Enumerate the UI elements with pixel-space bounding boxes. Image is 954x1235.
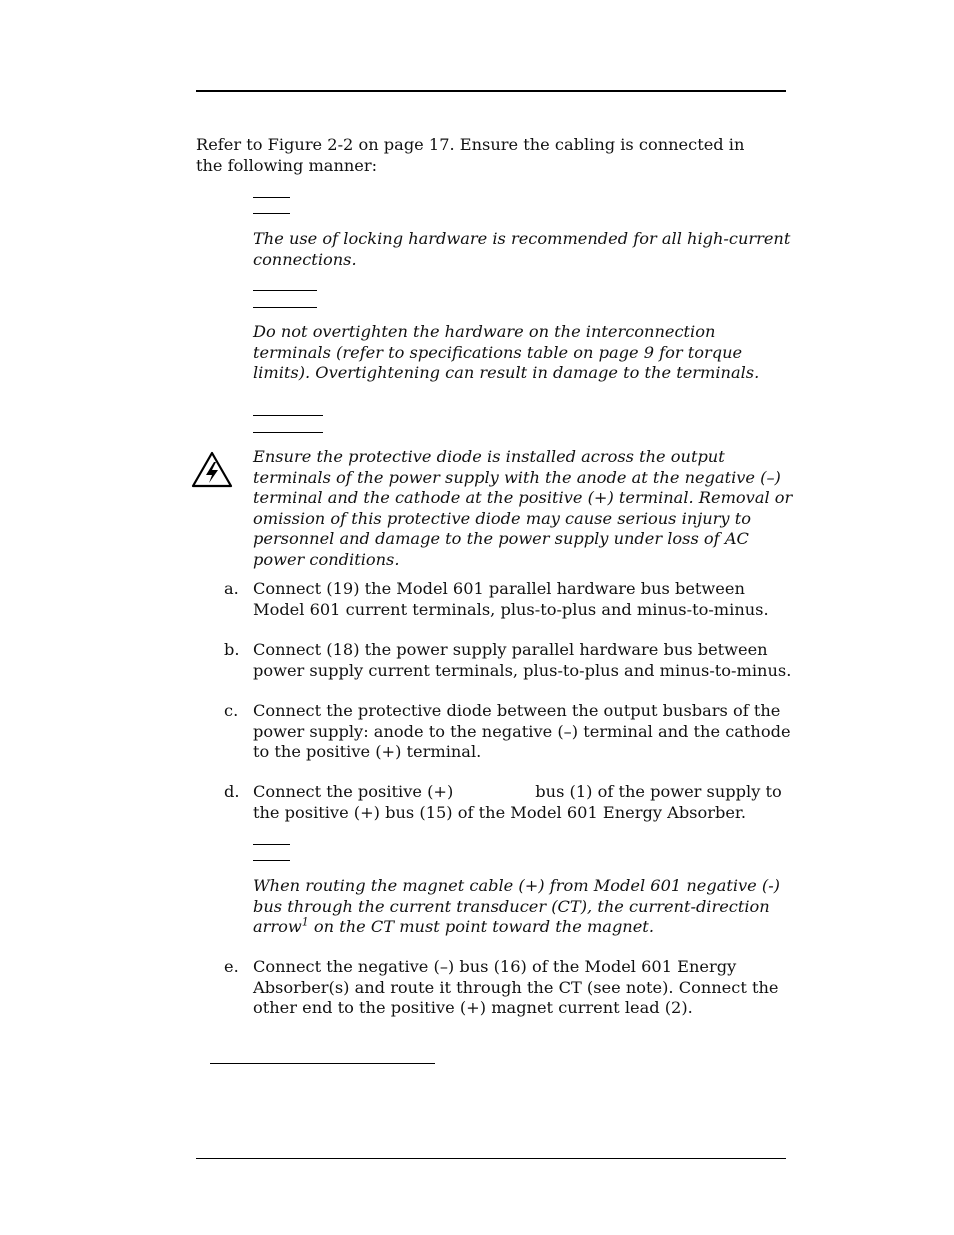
step-text-after: bus (1) of the power supply to the positive (+) bus (15) of the Model 601 Energy Absorber. — [253, 782, 782, 822]
step-text: Connect the negative (–) bus (16) of the Model 601 Energy Absorber(s) and route it through the CT (see note). Connect the other end to the positive (+) magnet current lead (2). — [253, 957, 779, 1017]
warning-label-rule — [253, 415, 323, 416]
intro-paragraph: Refer to Figure 2-2 on page 17. Ensure the cabling is connected in the following manner: — [196, 135, 745, 175]
caution-label-rule — [253, 290, 317, 291]
electric-shock-warning-icon — [191, 451, 233, 488]
footer-rule — [196, 1158, 786, 1159]
note-text-main: When routing the magnet cable (+) from Model 601 negative (-) bus through the current transducer (CT), the current-direction arrow — [253, 876, 781, 936]
step-text: Connect (19) the Model 601 parallel hardware bus between Model 601 current terminals, plus-to-plus and minus-to-minus. — [253, 579, 769, 619]
step-text-before: Connect the positive (+) — [253, 782, 454, 801]
note-label-rule — [253, 844, 290, 845]
caution-text: Do not overtighten the hardware on the interconnection terminals (refer to specifications table on page 9 for torque limits). Overtightening can result in damage to the terminals. — [253, 322, 760, 382]
step-text: Connect (18) the power supply parallel hardware bus between power supply current terminals, plus-to-plus and minus-to-minus. — [253, 640, 792, 680]
note-text-tail: on the CT must point toward the magnet. — [313, 917, 654, 936]
step-letter: e. — [224, 957, 239, 976]
note-label-rule — [253, 197, 290, 198]
step-letter: d. — [224, 782, 240, 801]
note-label-rule — [253, 860, 290, 861]
note-text — [253, 876, 793, 938]
step-letter: b. — [224, 640, 240, 659]
step-text: Connect the protective diode between the output busbars of the power supply: anode to the negative (–) terminal and the cathode to the positive (+) terminal. — [253, 701, 791, 761]
footnote-separator — [210, 1063, 435, 1064]
header-rule — [196, 90, 786, 92]
caution-label-rule — [253, 307, 317, 308]
step-text — [253, 782, 793, 823]
step-letter: a. — [224, 579, 239, 598]
step-letter: c. — [224, 701, 239, 720]
footnote-reference: 1 — [301, 915, 309, 929]
note-label-rule — [253, 213, 290, 214]
warning-label-rule — [253, 432, 323, 433]
warning-text: Ensure the protective diode is installed across the output terminals of the power supply with the anode at the negative (–) terminal and the cathode at the positive (+) terminal. Removal or omission of this protective diode may cause serious injury to personnel and damage to the power supply under loss of AC power conditions. — [253, 447, 793, 569]
note-text: The use of locking hardware is recommended for all high-current connections. — [253, 229, 791, 269]
